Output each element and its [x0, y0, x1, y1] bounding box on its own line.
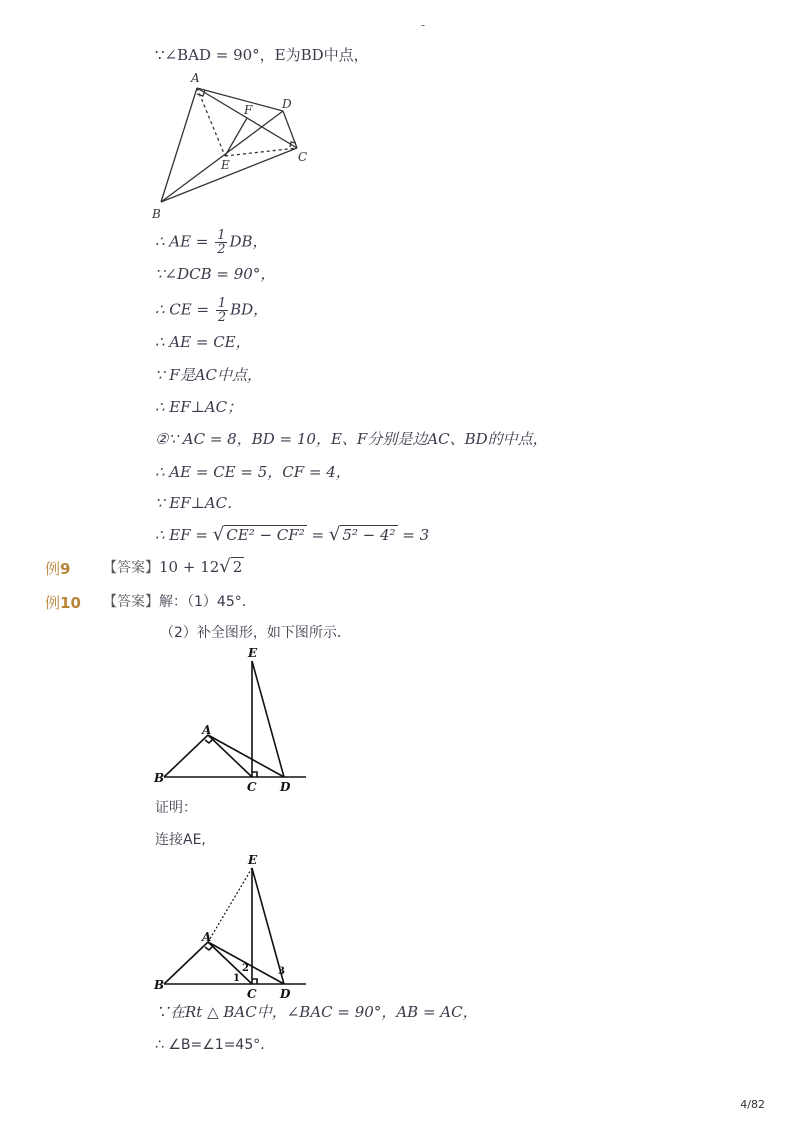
label-E: E [221, 158, 230, 172]
angle-1-label: 1 [233, 973, 240, 984]
fraction-half: $\frac{1}{2}$ [217, 228, 226, 257]
sqrt-expr-2: √ 5² − 4² [328, 524, 396, 545]
proof-heading: 证明： [155, 800, 197, 816]
sqrt-two: √ 2 [219, 556, 243, 577]
example-9-label: 例9 [45, 560, 71, 578]
figure-triangle-completed [150, 643, 310, 795]
line-ae-ce-cf: ∴ AE = CE = 5，CF = 4， [155, 463, 351, 481]
label-D: D [280, 987, 291, 1000]
line-ef-perp: ∴ EF⊥AC； [155, 398, 243, 416]
line-f-midpoint: ∵ F是AC中点， [155, 366, 263, 384]
example-10-label: 例10 [45, 594, 81, 612]
line-ef-perp-2: ∵ EF⊥AC． [155, 494, 243, 512]
conclusion-line: ∴ ∠B=∠1=45°． [155, 1037, 275, 1053]
label-B: B [152, 207, 161, 221]
label-B: B [154, 771, 165, 785]
label-A: A [191, 71, 200, 85]
figure-quadrilateral [150, 68, 320, 223]
line-ae-eq-ce: ∴ AE = CE， [155, 333, 251, 351]
line-bad-90: ∵∠BAD = 90°，E为BD中点， [155, 46, 369, 64]
label-A: A [202, 723, 212, 737]
line-ae-half-db: ∴ AE = $\frac{1}{2}$ DB， [155, 228, 268, 257]
label-C: C [247, 780, 257, 794]
angle-2-label: 2 [242, 963, 249, 974]
top-mark: - [421, 18, 426, 32]
label-D: D [282, 97, 292, 111]
connect-ae-text: 连接AE, [155, 832, 206, 848]
sqrt-expr-1: √ CE² − CF² [212, 524, 305, 545]
label-B: B [154, 978, 165, 992]
angle-3-label: 3 [278, 966, 285, 977]
line-ce-half-bd: ∴ CE = $\frac{1}{2}$ BD， [155, 296, 269, 325]
label-E: E [248, 853, 258, 867]
line-ef-result: ∴ EF = √ CE² − CF² = √ 5² − 4² = 3 [155, 524, 430, 545]
label-E: E [248, 646, 258, 660]
figure-triangle-proof [150, 850, 310, 1000]
example-9-answer: 【答案】10 + 12√ 2 [103, 556, 243, 577]
example-10-answer: 【答案】解：（1）45°． [103, 594, 256, 610]
label-C: C [247, 987, 257, 1000]
label-C: C [298, 150, 308, 164]
line-given-values: ②∵ AC = 8，BD = 10，E、F分别是边AC、BD的中点， [155, 430, 548, 448]
label-A: A [202, 930, 212, 944]
part-2-text: （2）补全图形，如下图所示． [160, 625, 351, 641]
line-dcb-90: ∵∠DCB = 90°， [155, 265, 276, 283]
label-D: D [280, 780, 291, 794]
fraction-half: $\frac{1}{2}$ [217, 296, 227, 325]
label-F: F [244, 103, 253, 117]
right-triangle-statement: ∵在Rt △ BAC中，∠BAC = 90°，AB = AC， [155, 1003, 478, 1021]
page-number: 4/82 [740, 1098, 765, 1111]
